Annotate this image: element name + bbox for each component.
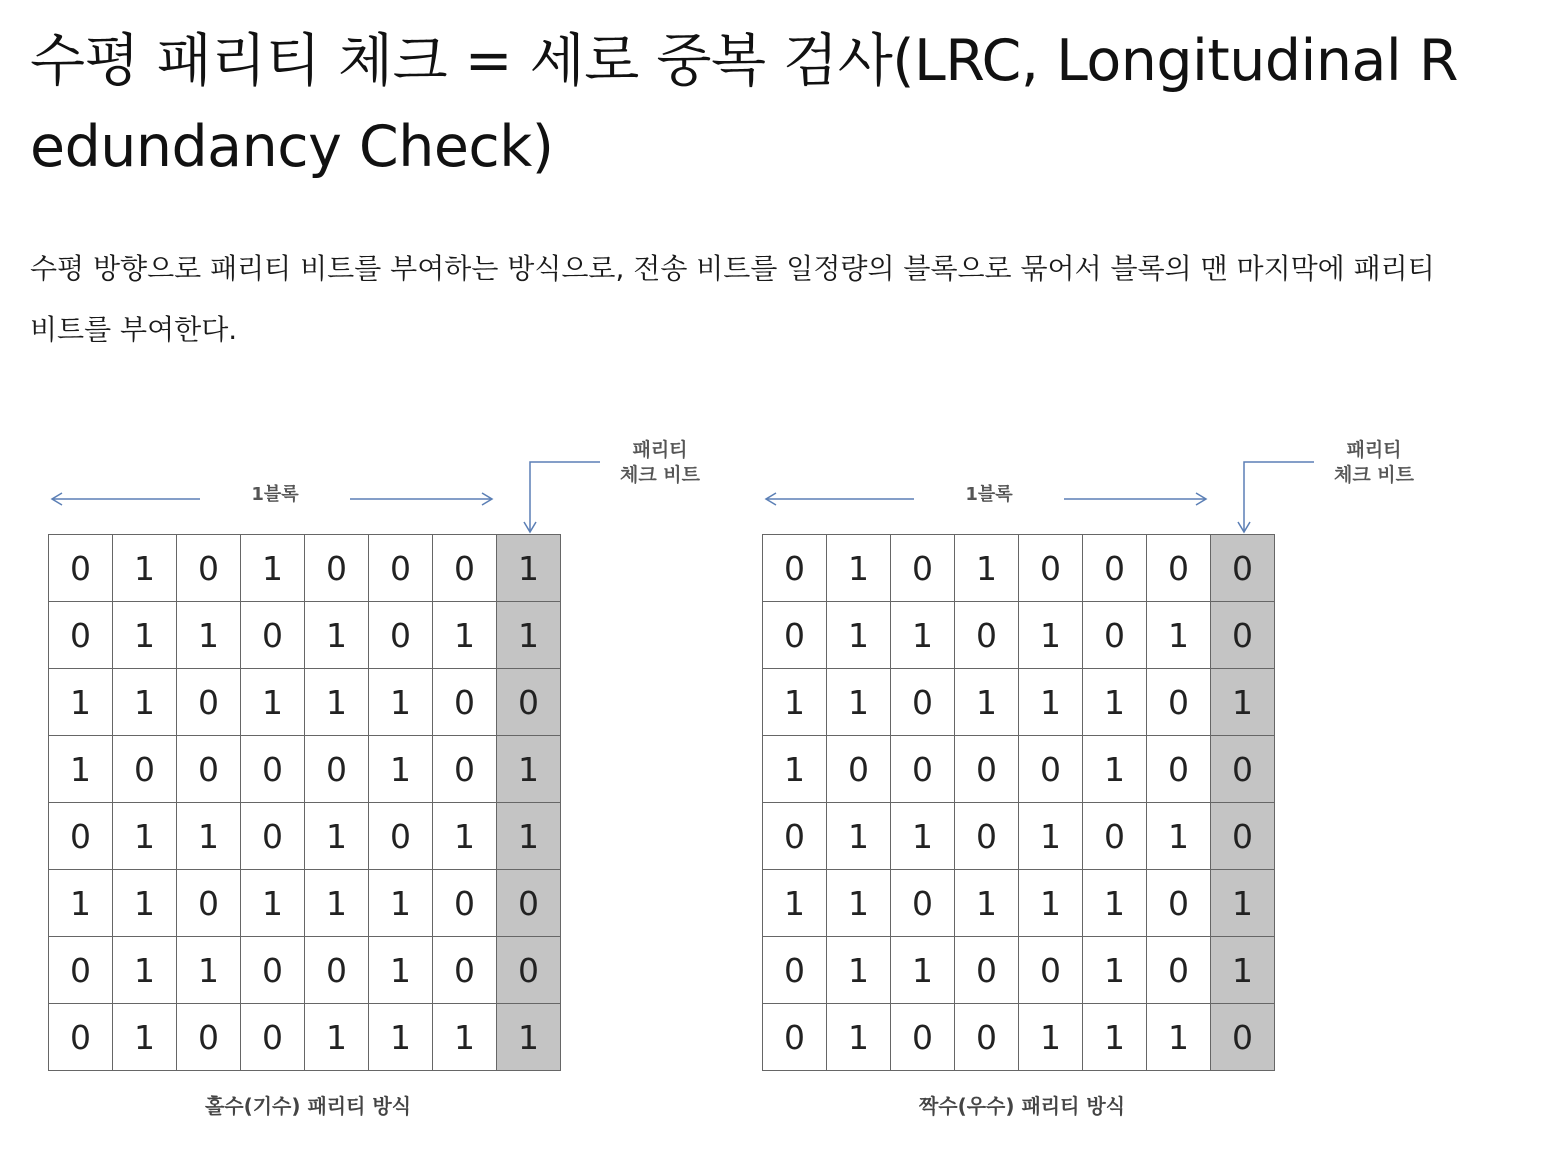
parity-bit-cell: 0 [1211,602,1275,669]
figure-caption: 짝수(우수) 패리티 방식 [918,1094,1126,1118]
data-bit-cell: 0 [763,803,827,870]
data-bit-cell: 1 [1083,736,1147,803]
block-label: 1블록 [200,484,350,506]
data-bit-cell: 1 [305,1004,369,1071]
data-bit-cell: 1 [763,736,827,803]
data-bit-cell: 1 [827,937,891,1004]
grid-row [49,870,561,937]
data-bit-cell: 0 [1083,803,1147,870]
data-bit-cell: 0 [433,736,497,803]
data-bit-cell: 1 [1083,937,1147,1004]
data-bit-cell: 1 [177,937,241,1004]
grid-row [763,535,1275,602]
data-bit-cell: 1 [113,535,177,602]
grid-row [763,937,1275,1004]
parity-bit-cell: 0 [1211,736,1275,803]
data-bit-cell: 1 [433,1004,497,1071]
data-bit-cell: 0 [955,937,1019,1004]
data-bit-cell: 0 [433,937,497,1004]
grid-row [49,736,561,803]
data-bit-cell: 1 [241,535,305,602]
parity-bit-cell: 1 [497,1004,561,1071]
parity-label-line1: 패리티 [1346,439,1402,461]
data-bit-cell: 0 [369,602,433,669]
parity-bit-cell: 1 [497,535,561,602]
data-bit-cell: 1 [241,870,305,937]
data-bit-cell: 1 [369,1004,433,1071]
data-bit-cell: 0 [891,669,955,736]
data-bit-cell: 1 [891,937,955,1004]
grid-row [763,1004,1275,1071]
data-bit-cell: 1 [1147,1004,1211,1071]
page-heading: 수평 패리티 체크 = 세로 중복 검사(LRC, Longitudinal Redundancy Check) [30,28,1458,180]
data-bit-cell: 1 [827,1004,891,1071]
data-bit-cell: 0 [433,535,497,602]
data-bit-cell: 1 [305,669,369,736]
data-bit-cell: 0 [433,870,497,937]
data-bit-cell: 1 [1019,602,1083,669]
data-bit-cell: 1 [891,602,955,669]
data-bit-cell: 0 [241,602,305,669]
data-bit-cell: 1 [177,602,241,669]
data-bit-cell: 0 [1147,937,1211,1004]
data-bit-cell: 0 [49,803,113,870]
data-bit-cell: 0 [1019,535,1083,602]
data-bit-cell: 0 [1147,535,1211,602]
parity-bit-cell: 0 [497,669,561,736]
data-bit-cell: 0 [177,870,241,937]
grid-row [49,669,561,736]
figure-caption: 홀수(기수) 패리티 방식 [204,1094,412,1118]
grid-row [49,937,561,1004]
data-bit-cell: 0 [177,535,241,602]
data-bit-cell: 1 [827,669,891,736]
data-bit-cell: 0 [305,736,369,803]
parity-bit-cell: 1 [1211,870,1275,937]
data-bit-cell: 1 [763,669,827,736]
data-bit-cell: 1 [1147,602,1211,669]
data-bit-cell: 1 [1019,1004,1083,1071]
data-bit-cell: 1 [1019,803,1083,870]
odd-parity-figure [40,430,730,1130]
parity-bit-cell: 1 [497,736,561,803]
data-bit-cell: 0 [369,803,433,870]
data-bit-cell: 0 [241,1004,305,1071]
data-bit-cell: 0 [827,736,891,803]
data-bit-cell: 1 [305,803,369,870]
data-bit-cell: 1 [113,669,177,736]
data-bit-cell: 1 [113,937,177,1004]
data-bit-cell: 0 [305,937,369,1004]
data-bit-cell: 0 [241,803,305,870]
data-bit-cell: 1 [241,669,305,736]
data-bit-cell: 0 [763,602,827,669]
data-bit-cell: 1 [827,870,891,937]
data-bit-cell: 1 [369,937,433,1004]
data-bit-cell: 0 [955,736,1019,803]
data-bit-cell: 1 [763,870,827,937]
grid-row [49,803,561,870]
data-bit-cell: 1 [177,803,241,870]
even-parity-figure [754,430,1444,1130]
odd-parity-grid [48,534,561,1071]
data-bit-cell: 0 [1019,736,1083,803]
data-bit-cell: 0 [177,1004,241,1071]
data-bit-cell: 0 [891,870,955,937]
data-bit-cell: 1 [955,535,1019,602]
data-bit-cell: 0 [433,669,497,736]
data-bit-cell: 1 [1083,669,1147,736]
parity-label-line2: 체크 비트 [619,464,701,486]
data-bit-cell: 1 [1147,803,1211,870]
data-bit-cell: 1 [827,803,891,870]
even-parity-grid [762,534,1275,1071]
grid-row [763,602,1275,669]
data-bit-cell: 0 [955,1004,1019,1071]
data-bit-cell: 0 [305,535,369,602]
data-bit-cell: 1 [369,870,433,937]
block-label: 1블록 [914,484,1064,506]
grid-row [49,535,561,602]
parity-bit-cell: 1 [1211,937,1275,1004]
data-bit-cell: 1 [433,602,497,669]
data-bit-cell: 0 [49,602,113,669]
data-bit-cell: 1 [955,870,1019,937]
data-bit-cell: 0 [1147,736,1211,803]
parity-label-line2: 체크 비트 [1333,464,1415,486]
parity-check-bit-label [1314,438,1434,488]
data-bit-cell: 1 [369,669,433,736]
parity-bit-cell: 1 [1211,669,1275,736]
grid-row [763,736,1275,803]
data-bit-cell: 1 [1019,870,1083,937]
parity-bit-cell: 1 [497,803,561,870]
parity-bit-cell: 0 [1211,535,1275,602]
data-bit-cell: 1 [827,535,891,602]
data-bit-cell: 0 [49,1004,113,1071]
data-bit-cell: 0 [113,736,177,803]
parity-bit-cell: 0 [1211,803,1275,870]
data-bit-cell: 1 [49,870,113,937]
data-bit-cell: 0 [891,1004,955,1071]
data-bit-cell: 0 [891,736,955,803]
data-bit-cell: 0 [1019,937,1083,1004]
parity-check-bit-label [600,438,720,488]
data-bit-cell: 0 [177,736,241,803]
data-bit-cell: 0 [891,535,955,602]
data-bit-cell: 1 [433,803,497,870]
data-bit-cell: 0 [369,535,433,602]
data-bit-cell: 1 [49,736,113,803]
data-bit-cell: 0 [1083,602,1147,669]
parity-bit-cell: 0 [497,870,561,937]
data-bit-cell: 1 [305,602,369,669]
data-bit-cell: 0 [177,669,241,736]
description-paragraph: 수평 방향으로 패리티 비트를 부여하는 방식으로, 전송 비트를 일정량의 블록으로 묶어서 블록의 맨 마지막에 패리티 비트를 부여한다. [30,252,1435,346]
data-bit-cell: 0 [955,803,1019,870]
grid-row [49,1004,561,1071]
data-bit-cell: 0 [241,937,305,1004]
data-bit-cell: 1 [1083,870,1147,937]
data-bit-cell: 1 [113,1004,177,1071]
data-bit-cell: 0 [1147,870,1211,937]
data-bit-cell: 1 [369,736,433,803]
parity-bit-cell: 1 [497,602,561,669]
data-bit-cell: 1 [113,870,177,937]
data-bit-cell: 0 [763,937,827,1004]
grid-row [763,669,1275,736]
data-bit-cell: 0 [49,937,113,1004]
data-bit-cell: 0 [763,535,827,602]
data-bit-cell: 0 [49,535,113,602]
data-bit-cell: 0 [763,1004,827,1071]
data-bit-cell: 0 [241,736,305,803]
data-bit-cell: 1 [891,803,955,870]
data-bit-cell: 1 [113,602,177,669]
parity-label-line1: 패리티 [632,439,688,461]
parity-bit-cell: 0 [497,937,561,1004]
grid-row [49,602,561,669]
data-bit-cell: 0 [955,602,1019,669]
data-bit-cell: 1 [827,602,891,669]
data-bit-cell: 1 [955,669,1019,736]
data-bit-cell: 1 [1019,669,1083,736]
data-bit-cell: 1 [49,669,113,736]
data-bit-cell: 0 [1083,535,1147,602]
data-bit-cell: 1 [305,870,369,937]
grid-row [763,803,1275,870]
data-bit-cell: 1 [113,803,177,870]
grid-row [763,870,1275,937]
data-bit-cell: 0 [1147,669,1211,736]
parity-bit-cell: 0 [1211,1004,1275,1071]
data-bit-cell: 1 [1083,1004,1147,1071]
